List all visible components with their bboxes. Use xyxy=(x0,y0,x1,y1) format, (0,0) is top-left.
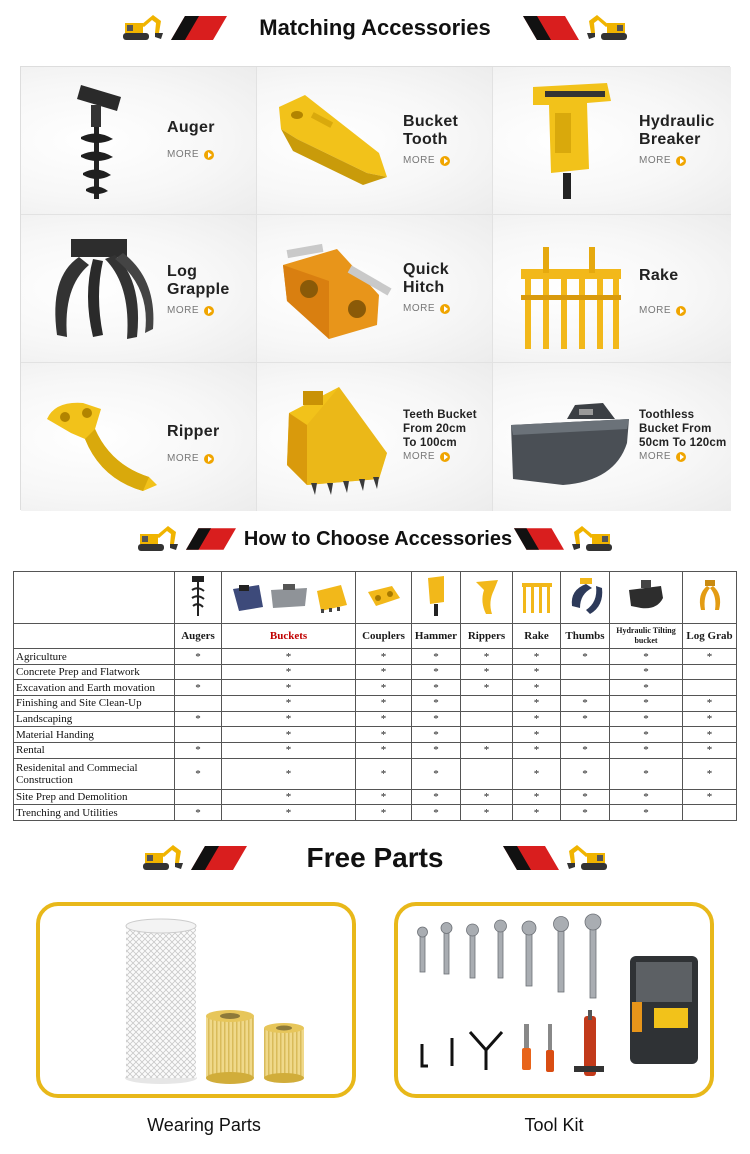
tool-kit-image xyxy=(398,906,710,1094)
accessory-card-auger[interactable] xyxy=(21,67,257,215)
corner-cell xyxy=(14,572,175,624)
usage-mark: * xyxy=(356,742,412,758)
red-black-stripe-icon xyxy=(503,846,559,870)
arrow-circle-icon xyxy=(440,452,450,462)
accessory-card-log-grapple[interactable] xyxy=(21,215,257,363)
row-label: Material Handing xyxy=(14,727,175,743)
col-header: Log Grab xyxy=(683,624,737,649)
usage-mark xyxy=(461,758,513,789)
usage-mark: * xyxy=(222,805,356,821)
col-header: Rippers xyxy=(461,624,513,649)
accessory-card-teeth-bucket[interactable] xyxy=(257,363,493,511)
usage-mark: * xyxy=(683,789,737,805)
usage-mark: * xyxy=(683,696,737,712)
usage-mark: * xyxy=(175,742,222,758)
accessory-name: Teeth Bucket From 20cm To 100cm xyxy=(403,409,477,449)
rake-image xyxy=(503,225,633,353)
table-row xyxy=(14,758,737,789)
couplers-thumb xyxy=(356,572,412,624)
usage-mark xyxy=(461,727,513,743)
excavator-icon xyxy=(139,841,185,875)
accessories-grid xyxy=(20,66,730,510)
header-decoration-right xyxy=(503,841,611,875)
excavator-icon xyxy=(119,11,165,45)
usage-mark: * xyxy=(222,742,356,758)
usage-mark: * xyxy=(683,758,737,789)
excavator-icon xyxy=(134,522,180,556)
accessory-name: Ripper xyxy=(167,423,220,440)
usage-mark: * xyxy=(412,727,461,743)
red-black-stripe-icon xyxy=(514,527,564,551)
more-label: MORE xyxy=(167,453,199,464)
usage-mark: * xyxy=(610,696,683,712)
section-title: How to Choose Accessories xyxy=(243,527,513,550)
row-label: Finishing and Site Clean-Up xyxy=(14,696,175,712)
toothless-bucket-image xyxy=(503,373,633,501)
usage-mark: * xyxy=(683,727,737,743)
more-link[interactable] xyxy=(639,155,686,166)
accessory-name: Auger xyxy=(167,119,215,136)
more-link[interactable] xyxy=(403,303,450,314)
hydraulic-breaker-image xyxy=(503,77,633,205)
usage-mark: * xyxy=(175,711,222,727)
thumbs-thumb xyxy=(561,572,610,624)
accessory-name: Rake xyxy=(639,267,679,284)
usage-mark: * xyxy=(610,664,683,680)
usage-mark: * xyxy=(461,805,513,821)
usage-mark: * xyxy=(175,758,222,789)
more-link[interactable] xyxy=(403,451,450,462)
tilting-bucket-thumb xyxy=(610,572,683,624)
table-row xyxy=(14,727,737,743)
usage-mark: * xyxy=(222,758,356,789)
usage-mark: * xyxy=(513,758,561,789)
usage-mark: * xyxy=(513,711,561,727)
excavator-icon xyxy=(565,841,611,875)
usage-mark xyxy=(561,664,610,680)
tilting-bucket-icon xyxy=(627,580,665,612)
red-black-stripe-icon xyxy=(523,16,579,40)
quick-hitch-image xyxy=(267,225,397,353)
usage-mark: * xyxy=(175,649,222,665)
more-link[interactable] xyxy=(167,453,214,464)
col-header: Thumbs xyxy=(561,624,610,649)
usage-mark: * xyxy=(222,680,356,696)
usage-mark: * xyxy=(683,711,737,727)
bucket-icon xyxy=(269,584,309,612)
usage-mark: * xyxy=(356,727,412,743)
hammer-thumb xyxy=(412,572,461,624)
usage-mark: * xyxy=(461,680,513,696)
table-row xyxy=(14,664,737,680)
rake-icon xyxy=(520,577,554,615)
bucket-tooth-image xyxy=(267,77,397,205)
rake-thumb xyxy=(513,572,561,624)
usage-mark: * xyxy=(610,680,683,696)
col-header: Rake xyxy=(513,624,561,649)
table-row xyxy=(14,696,737,712)
section-title: Free Parts xyxy=(306,842,444,873)
usage-mark: * xyxy=(610,805,683,821)
usage-mark: * xyxy=(683,649,737,665)
accessory-card-ripper[interactable] xyxy=(21,363,257,511)
usage-mark xyxy=(683,664,737,680)
usage-mark: * xyxy=(412,805,461,821)
usage-mark: * xyxy=(561,742,610,758)
more-label: MORE xyxy=(403,303,435,314)
accessory-usage-table xyxy=(13,571,737,821)
accessory-card-hydraulic-breaker[interactable] xyxy=(493,67,731,215)
more-label: MORE xyxy=(403,155,435,166)
more-label: MORE xyxy=(639,451,671,462)
usage-mark: * xyxy=(222,664,356,680)
usage-mark: * xyxy=(461,789,513,805)
accessory-card-rake[interactable] xyxy=(493,215,731,363)
accessory-name: Toothless Bucket From 50cm To 120cm xyxy=(639,409,727,449)
usage-mark: * xyxy=(561,805,610,821)
header-decoration-right xyxy=(514,522,616,556)
usage-mark: * xyxy=(513,789,561,805)
more-label: MORE xyxy=(639,155,671,166)
usage-mark: * xyxy=(561,696,610,712)
usage-mark xyxy=(461,696,513,712)
table-row xyxy=(14,789,737,805)
section-title: Matching Accessories xyxy=(259,15,491,40)
arrow-circle-icon xyxy=(440,156,450,166)
usage-mark: * xyxy=(513,742,561,758)
usage-mark: * xyxy=(513,664,561,680)
usage-mark xyxy=(175,696,222,712)
usage-mark: * xyxy=(356,805,412,821)
usage-mark xyxy=(683,680,737,696)
usage-mark: * xyxy=(356,789,412,805)
usage-mark xyxy=(561,680,610,696)
usage-mark: * xyxy=(222,649,356,665)
usage-mark: * xyxy=(610,649,683,665)
header-decoration-left xyxy=(134,522,236,556)
accessory-card-quick-hitch[interactable] xyxy=(257,215,493,363)
usage-mark: * xyxy=(356,649,412,665)
more-label: MORE xyxy=(167,149,199,160)
row-label: Rental xyxy=(14,742,175,758)
row-label: Trenching and Utilities xyxy=(14,805,175,821)
usage-mark xyxy=(561,727,610,743)
arrow-circle-icon xyxy=(440,304,450,314)
log-grapple-image xyxy=(31,225,161,353)
table-row xyxy=(14,649,737,665)
usage-mark: * xyxy=(610,742,683,758)
col-header: Buckets xyxy=(222,624,356,649)
arrow-circle-icon xyxy=(676,306,686,316)
red-black-stripe-icon xyxy=(186,527,236,551)
more-link[interactable] xyxy=(639,451,686,462)
auger-icon xyxy=(188,574,208,618)
log-grab-thumb xyxy=(683,572,737,624)
usage-mark: * xyxy=(461,649,513,665)
header-corner xyxy=(14,624,175,649)
usage-mark: * xyxy=(412,696,461,712)
usage-mark: * xyxy=(356,758,412,789)
usage-mark: * xyxy=(513,680,561,696)
accessory-name: Log Grapple xyxy=(167,263,230,298)
bucket-icon xyxy=(229,583,265,613)
auger-image xyxy=(31,77,161,205)
usage-mark: * xyxy=(461,742,513,758)
usage-mark: * xyxy=(610,711,683,727)
red-black-stripe-icon xyxy=(171,16,227,40)
arrow-circle-icon xyxy=(204,306,214,316)
usage-mark: * xyxy=(412,789,461,805)
row-label: Concrete Prep and Flatwork xyxy=(14,664,175,680)
usage-mark: * xyxy=(412,649,461,665)
usage-mark: * xyxy=(461,664,513,680)
usage-mark: * xyxy=(610,727,683,743)
accessory-name: Quick Hitch xyxy=(403,261,449,296)
more-link[interactable] xyxy=(639,305,686,316)
row-label: Site Prep and Demolition xyxy=(14,789,175,805)
usage-mark: * xyxy=(412,680,461,696)
more-link[interactable] xyxy=(167,149,214,160)
usage-mark: * xyxy=(175,680,222,696)
ripper-icon xyxy=(472,576,502,616)
buckets-thumb xyxy=(222,572,356,624)
table-row xyxy=(14,711,737,727)
image-row xyxy=(14,572,737,624)
teeth-bucket-image xyxy=(267,373,397,501)
col-header: Augers xyxy=(175,624,222,649)
accessory-name: Bucket Tooth xyxy=(403,113,459,148)
accessory-card-bucket-tooth[interactable] xyxy=(257,67,493,215)
usage-mark: * xyxy=(412,664,461,680)
arrow-circle-icon xyxy=(676,156,686,166)
col-header: Couplers xyxy=(356,624,412,649)
ripper-image xyxy=(31,373,161,501)
free-parts-header xyxy=(0,836,750,880)
red-black-stripe-icon xyxy=(191,846,247,870)
usage-mark: * xyxy=(222,789,356,805)
excavator-icon xyxy=(585,11,631,45)
table-row xyxy=(14,680,737,696)
usage-mark xyxy=(461,711,513,727)
more-label: MORE xyxy=(403,451,435,462)
wearing-parts-caption: Wearing Parts xyxy=(147,1115,261,1135)
usage-mark: * xyxy=(356,696,412,712)
row-label: Residenital and Commecial Construction xyxy=(14,758,175,789)
usage-mark: * xyxy=(412,758,461,789)
matching-accessories-header xyxy=(0,8,750,48)
wearing-parts-panel xyxy=(36,902,356,1098)
usage-mark: * xyxy=(513,696,561,712)
arrow-circle-icon xyxy=(204,150,214,160)
usage-mark: * xyxy=(175,805,222,821)
coupler-icon xyxy=(366,584,402,608)
col-header: Hammer xyxy=(412,624,461,649)
usage-mark: * xyxy=(356,680,412,696)
usage-mark: * xyxy=(610,758,683,789)
accessory-name: Hydraulic Breaker xyxy=(639,113,715,148)
header-decoration-right xyxy=(523,11,631,45)
table-row xyxy=(14,805,737,821)
usage-mark: * xyxy=(610,789,683,805)
usage-mark: * xyxy=(513,649,561,665)
usage-mark: * xyxy=(412,711,461,727)
col-header: Hydraulic Tilting bucket xyxy=(610,624,683,649)
arrow-circle-icon xyxy=(204,454,214,464)
augers-thumb xyxy=(175,572,222,624)
log-grab-icon xyxy=(695,578,725,614)
accessory-card-toothless-bucket[interactable] xyxy=(493,363,731,511)
usage-mark: * xyxy=(683,742,737,758)
usage-mark xyxy=(175,789,222,805)
usage-mark: * xyxy=(222,727,356,743)
row-label: Agriculture xyxy=(14,649,175,665)
usage-mark: * xyxy=(561,649,610,665)
usage-mark: * xyxy=(356,711,412,727)
usage-mark xyxy=(175,727,222,743)
bucket-icon xyxy=(313,583,349,613)
usage-mark: * xyxy=(561,758,610,789)
tool-kit-panel xyxy=(394,902,714,1098)
tool-kit-caption: Tool Kit xyxy=(524,1115,584,1135)
usage-mark xyxy=(175,664,222,680)
more-label: MORE xyxy=(167,305,199,316)
usage-mark xyxy=(683,805,737,821)
header-row xyxy=(14,624,737,649)
how-to-choose-header xyxy=(0,519,750,559)
hammer-icon xyxy=(424,574,448,618)
thumb-icon xyxy=(566,576,604,616)
more-link[interactable] xyxy=(403,155,450,166)
usage-mark: * xyxy=(513,805,561,821)
usage-mark: * xyxy=(222,711,356,727)
usage-mark: * xyxy=(561,789,610,805)
row-label: Landscaping xyxy=(14,711,175,727)
usage-mark: * xyxy=(356,664,412,680)
table-body xyxy=(14,649,737,821)
arrow-circle-icon xyxy=(676,452,686,462)
header-decoration-left xyxy=(119,11,227,45)
more-link[interactable] xyxy=(167,305,214,316)
more-label: MORE xyxy=(639,305,671,316)
table-row xyxy=(14,742,737,758)
header-decoration-left xyxy=(139,841,247,875)
row-label: Excavation and Earth movation xyxy=(14,680,175,696)
excavator-icon xyxy=(570,522,616,556)
usage-mark: * xyxy=(561,711,610,727)
usage-mark: * xyxy=(222,696,356,712)
usage-mark: * xyxy=(412,742,461,758)
usage-mark: * xyxy=(513,727,561,743)
filters-image xyxy=(40,906,352,1094)
rippers-thumb xyxy=(461,572,513,624)
